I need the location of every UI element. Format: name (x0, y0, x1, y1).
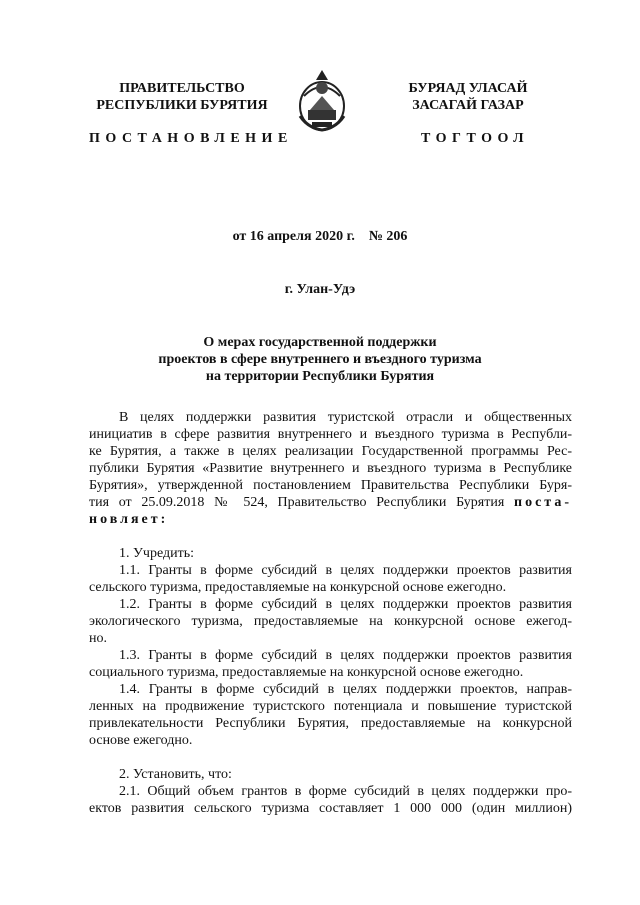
clause-1-2-line: 1.2. Гранты в форме субсидий в целях поддержки проектов развития (119, 597, 572, 612)
title-line1: О мерах государственной поддержки (203, 335, 437, 350)
clause-1-1-line: сельского туризма, предоставляемые на конкурсной основе ежегодно. (89, 580, 507, 595)
intro-line: публики Бурятия «Развитие внутреннего и въездного туризма в Республике (89, 461, 572, 476)
clause-1-3-line: 1.3. Гранты в форме субсидий в целях поддержки проектов развития (119, 648, 572, 663)
resolves-word-part1: поста- (514, 495, 573, 510)
clause-2-1-line: ектов развития сельского туризма составляет 1 000 000 (один миллион) (89, 801, 572, 816)
title-line3: на территории Республики Бурятия (205, 369, 435, 384)
section1-heading: 1. Учредить: (119, 546, 194, 561)
intro-line: инициатив в сфере развития внутреннего и въездного туризма в Республи- (89, 427, 572, 442)
government-header-bua (388, 80, 548, 114)
clause-1-2-line: но. (89, 631, 107, 646)
clause-2-1-line: 2.1. Общий объем грантов в форме субсидий в целях поддержки про- (119, 784, 572, 799)
intro-line: Бурятия», утвержденной постановлением Правительства Республики Буря- (89, 478, 572, 493)
intro-line: ке Бурятия, а также в целях реализации Государственной программы Рес- (89, 444, 572, 459)
intro-line (89, 511, 572, 528)
decree-date-number (0, 229, 640, 245)
section2-heading: 2. Установить, что: (119, 767, 232, 782)
clause-1-3-line: социального туризма, предоставляемые на конкурсной основе ежегодно. (89, 665, 524, 680)
coat-of-arms-emblem (294, 66, 350, 134)
header-ru-line2: РЕСПУБЛИКИ БУРЯТИЯ (96, 98, 268, 113)
government-header-ru (82, 80, 282, 114)
clause-1-4-line: привлекательности Республики Бурятия, предоставляемые на конкурсной (89, 716, 572, 731)
clause-1-4-line: ленных на продвижение туристского потенциала и повышение туристской (89, 699, 572, 714)
decree-title (0, 334, 640, 385)
intro-line: В целях поддержки развития туристской отрасли и общественных (119, 410, 572, 425)
header-ru-line1: ПРАВИТЕЛЬСТВО (119, 81, 245, 96)
title-line2: проектов в сфере внутреннего и въездного туризма (158, 352, 482, 367)
decree-label-ru: ПОСТАНОВЛЕНИЕ (89, 131, 293, 146)
resolves-word-part2: новляет: (89, 512, 169, 527)
clause-1-4-line: 1.4. Гранты в форме субсидий в целях поддержки проектов, направ- (119, 682, 572, 697)
decree-label-bua: ТОГТООЛ (421, 131, 530, 146)
clause-1-2-line: экологического туризма, предоставляемые на конкурсной основе ежегод- (89, 614, 572, 629)
header-bua-line1: БУРЯАД УЛАСАЙ (408, 81, 528, 96)
decree-body (89, 409, 572, 817)
intro-line (89, 494, 572, 511)
decree-date: от 16 апреля 2020 г. (232, 229, 355, 244)
decree-number: № 206 (368, 229, 408, 244)
clause-1-1-line: 1.1. Гранты в форме субсидий в целях поддержки проектов развития (119, 563, 572, 578)
intro-line-part: тия от 25.09.2018 № 524, Правительство Республики Бурятия (89, 495, 505, 510)
header-bua-line2: ЗАСАГАЙ ГАЗАР (412, 98, 524, 113)
clause-1-4-line: основе ежегодно. (89, 733, 193, 748)
decree-city: г. Улан-Удэ (284, 282, 356, 297)
